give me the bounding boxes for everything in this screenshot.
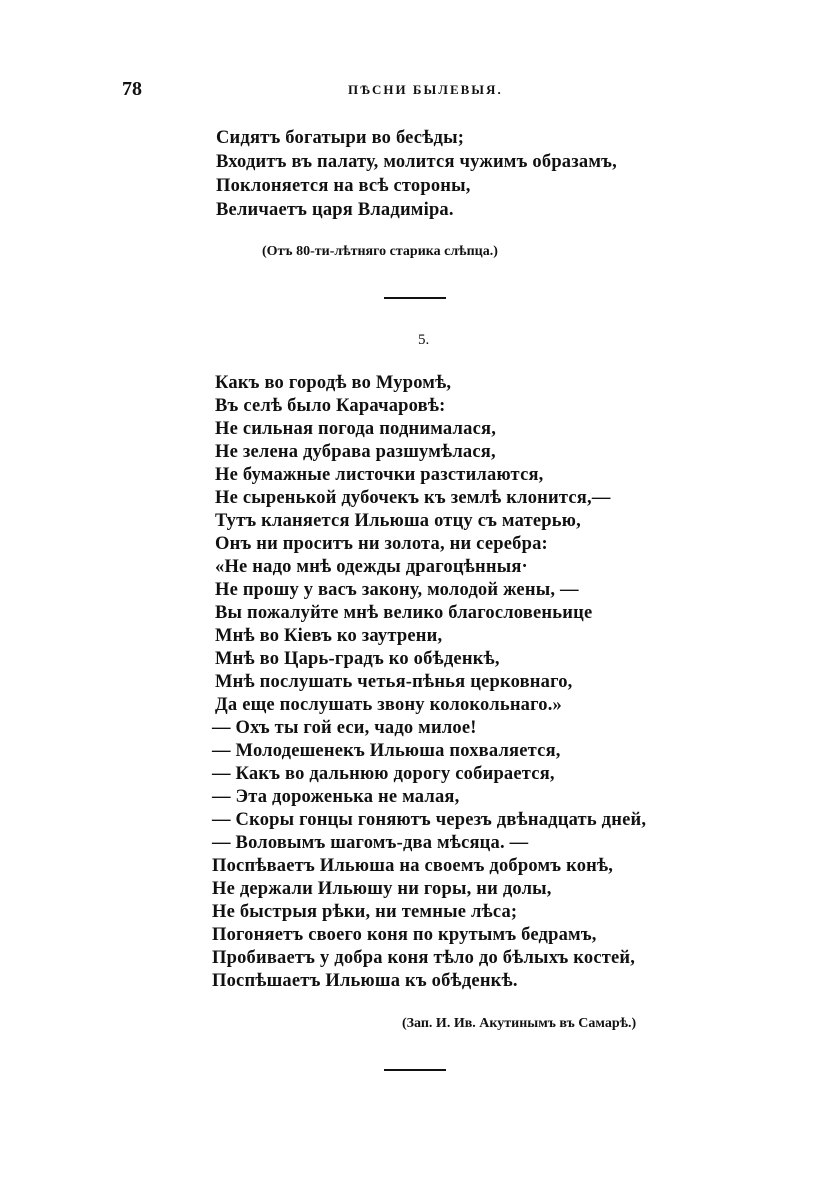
section-number: 5. (418, 332, 430, 348)
verse-line: Мнѣ послушать четья-пѣнья церковнаго, (215, 672, 573, 692)
verse-line: Не прошу у васъ закону, молодой жены, — (215, 580, 579, 600)
verse-line: — Скоры гонцы гоняютъ черезъ двѣнадцать дней, (212, 810, 647, 830)
verse-line: Вы пожалуйте мнѣ велико благословеньице (215, 603, 593, 623)
section-divider (384, 297, 446, 299)
verse-line: Поклоняется на всѣ стороны, (216, 176, 471, 196)
verse-line: Не быстрыя рѣки, ни темные лѣса; (212, 902, 518, 922)
running-title: ПѢСНИ БЫЛЕВЫЯ. (348, 82, 503, 97)
verse-line: — Воловымъ шагомъ-два мѣсяца. — (212, 833, 529, 853)
page-number: 78 (122, 78, 142, 100)
verse-line: Входитъ въ палату, молится чужимъ образамъ, (216, 152, 617, 172)
verse-line: Тутъ кланяется Ильюша отцу съ матерью, (215, 511, 581, 531)
verse-line: Не бумажные листочки разстилаются, (215, 465, 544, 485)
verse-line: Не сыренькой дубочекъ къ землѣ клонится,— (215, 488, 611, 508)
verse-line: Онъ ни проситъ ни золота, ни серебра: (215, 534, 548, 554)
verse-line: Не зелена дубрава разшумѣлася, (215, 442, 496, 462)
verse-line: — Эта дороженька не малая, (212, 787, 460, 807)
verse-line: — Охъ ты гой еси, чадо милое! (212, 718, 477, 738)
verse-line: Какъ во городѣ во Муромѣ, (215, 373, 452, 393)
verse-line: Въ селѣ было Карачаровѣ: (215, 396, 446, 416)
verse-line: Сидятъ богатыри во бесѣды; (216, 128, 465, 148)
source-attribution: (Отъ 80-ти-лѣтняго старика слѣпца.) (262, 244, 498, 259)
verse-line: Величаетъ царя Владиміра. (216, 200, 454, 220)
verse-line: «Не надо мнѣ одежды драгоцѣнныя· (215, 557, 528, 577)
verse-line: Мнѣ во Царь-градъ ко обѣденкѣ, (215, 649, 500, 669)
verse-line: Да еще послушать звону колокольнаго.» (215, 695, 562, 715)
verse-line: — Какъ во дальнюю дорогу собирается, (212, 764, 555, 784)
verse-line: Пробиваетъ у добра коня тѣло до бѣлыхъ костей, (212, 948, 636, 968)
verse-line: Поспѣваетъ Ильюша на своемъ добромъ конѣ, (212, 856, 614, 876)
source-attribution: (Зап. И. Ив. Акутинымъ въ Самарѣ.) (402, 1016, 637, 1031)
verse-line: Не держали Ильюшу ни горы, ни долы, (212, 879, 552, 899)
verse-line: Мнѣ во Кіевъ ко заутрени, (215, 626, 443, 646)
section-divider (384, 1069, 446, 1071)
verse-line: Погоняетъ своего коня по крутымъ бедрамъ, (212, 925, 597, 945)
verse-line: Поспѣшаетъ Ильюша къ обѣденкѣ. (212, 971, 518, 991)
verse-line: Не сильная погода поднималася, (215, 419, 497, 439)
verse-line: — Молодешенекъ Ильюша похваляется, (212, 741, 561, 761)
